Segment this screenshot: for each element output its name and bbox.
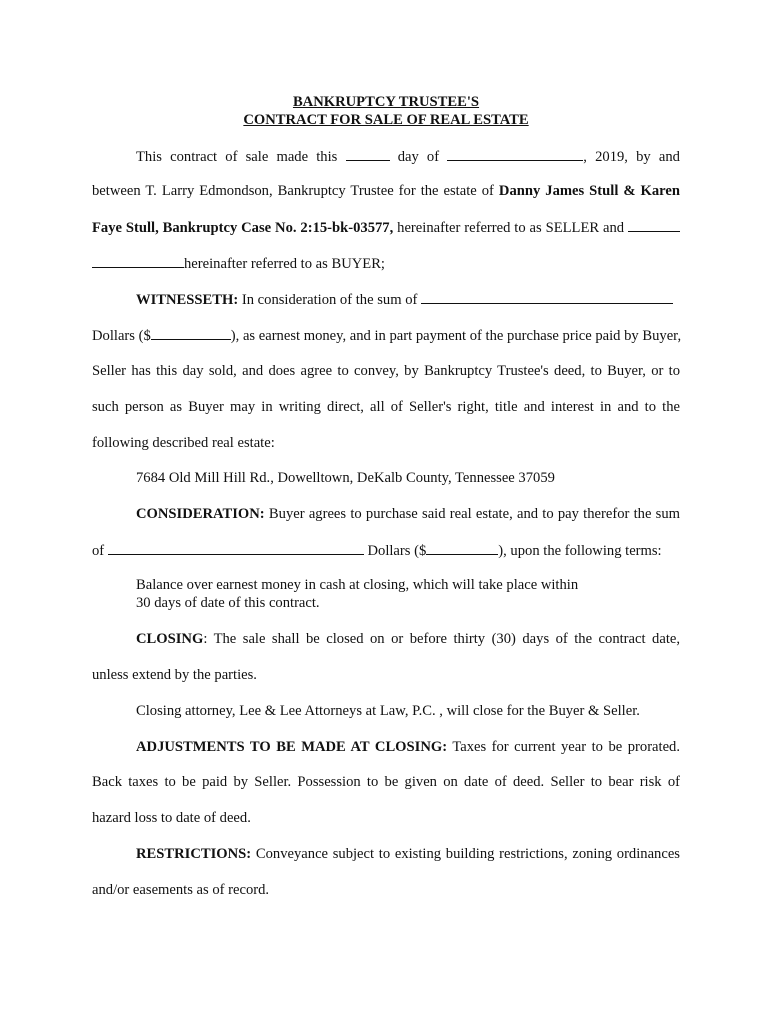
text: In consideration of the sum of [241, 292, 418, 308]
buyer-blank-2 [92, 254, 184, 268]
paragraph-intro-line-4 [92, 254, 680, 273]
text: , [583, 149, 587, 165]
paragraph-intro-line-1 [136, 147, 680, 166]
witnesseth-heading: WITNESSETH: [136, 292, 239, 308]
title-line-1: BANKRUPTCY TRUSTEE'S [292, 94, 480, 110]
closing-line-2: unless extend by the parties. [92, 667, 257, 683]
terms-line-1: Balance over earnest money in cash at closing, which will take place within [136, 577, 579, 593]
property-address: 7684 Old Mill Hill Rd., Dowelltown, DeKalb County, Tennessee 37059 [136, 470, 555, 486]
month-blank [447, 147, 583, 161]
text: Conveyance subject to existing building restrictions, zoning ordinances [255, 846, 680, 862]
consideration-line-2 [92, 541, 680, 560]
closing-line [136, 630, 680, 648]
paragraph-intro-line-2 [92, 182, 680, 200]
text: Buyer agrees to purchase said real estate, and to pay therefor the sum [268, 506, 680, 522]
day-blank [346, 147, 390, 161]
text: hereinafter referred to as SELLER and [397, 220, 625, 236]
restrictions-heading: RESTRICTIONS: [136, 846, 252, 862]
year-text: 2019, [595, 149, 628, 165]
text: Dollars ($ [367, 543, 427, 559]
witnesseth-line-2 [92, 326, 680, 345]
text: : The sale shall be closed on or before thirty (30) days of the contract date, [203, 631, 680, 647]
text: This contract of sale made this [136, 149, 338, 165]
consideration-line [136, 505, 680, 523]
text: and [658, 149, 680, 165]
debtor-names: Danny James Stull & Karen [498, 183, 680, 199]
closing-attorney-line: Closing attorney, Lee & Lee Attorneys at Law, P.C. , will close for the Buyer & Seller. [136, 703, 640, 719]
text: by [636, 149, 651, 165]
title-line-2: CONTRACT FOR SALE OF REAL ESTATE [243, 112, 529, 128]
text: of [92, 543, 105, 559]
adjustments-line [136, 738, 680, 756]
adjustments-line-3: hazard loss to date of deed. [92, 810, 251, 826]
text: hereinafter referred to as BUYER; [184, 256, 385, 272]
earnest-amount-blank [151, 326, 231, 340]
case-info: Faye Stull, Bankruptcy Case No. 2:15-bk-03577, [92, 220, 394, 236]
adjustments-heading: ADJUSTMENTS TO BE MADE AT CLOSING: [136, 739, 448, 755]
text: ), upon the following terms: [498, 543, 662, 559]
buyer-blank-1 [628, 218, 680, 232]
text: between T. Larry Edmondson, Bankruptcy Trustee for the estate of [92, 183, 494, 199]
text: day of [397, 149, 440, 165]
paragraph-intro-line-3 [92, 218, 680, 237]
witnesseth-line-5: following described real estate: [92, 435, 275, 451]
closing-heading: CLOSING [136, 631, 204, 647]
restrictions-line-2: and/or easements as of record. [92, 882, 270, 898]
price-amount-blank [426, 541, 498, 555]
witnesseth-line-4: such person as Buyer may in writing direct, all of Seller's right, title and interest in and to the [92, 399, 680, 415]
text: Dollars ($ [92, 328, 151, 344]
price-blank [108, 541, 364, 555]
witnesseth-line-3: Seller has this day sold, and does agree to convey, by Bankruptcy Trustee's deed, to Buyer, or to [92, 363, 680, 379]
adjustments-line-2: Back taxes to be paid by Seller. Possession to be given on date of deed. Seller to bear risk of [92, 774, 680, 790]
text: ), as earnest money, and in part payment of the purchase price paid by Buyer, [230, 328, 682, 344]
sum-blank [421, 290, 673, 304]
witnesseth-line [136, 290, 680, 309]
text: Taxes for current year to be prorated. [452, 739, 681, 755]
restrictions-line [136, 845, 680, 863]
terms-line-2: 30 days of date of this contract. [136, 595, 320, 611]
consideration-heading: CONSIDERATION: [136, 506, 265, 522]
